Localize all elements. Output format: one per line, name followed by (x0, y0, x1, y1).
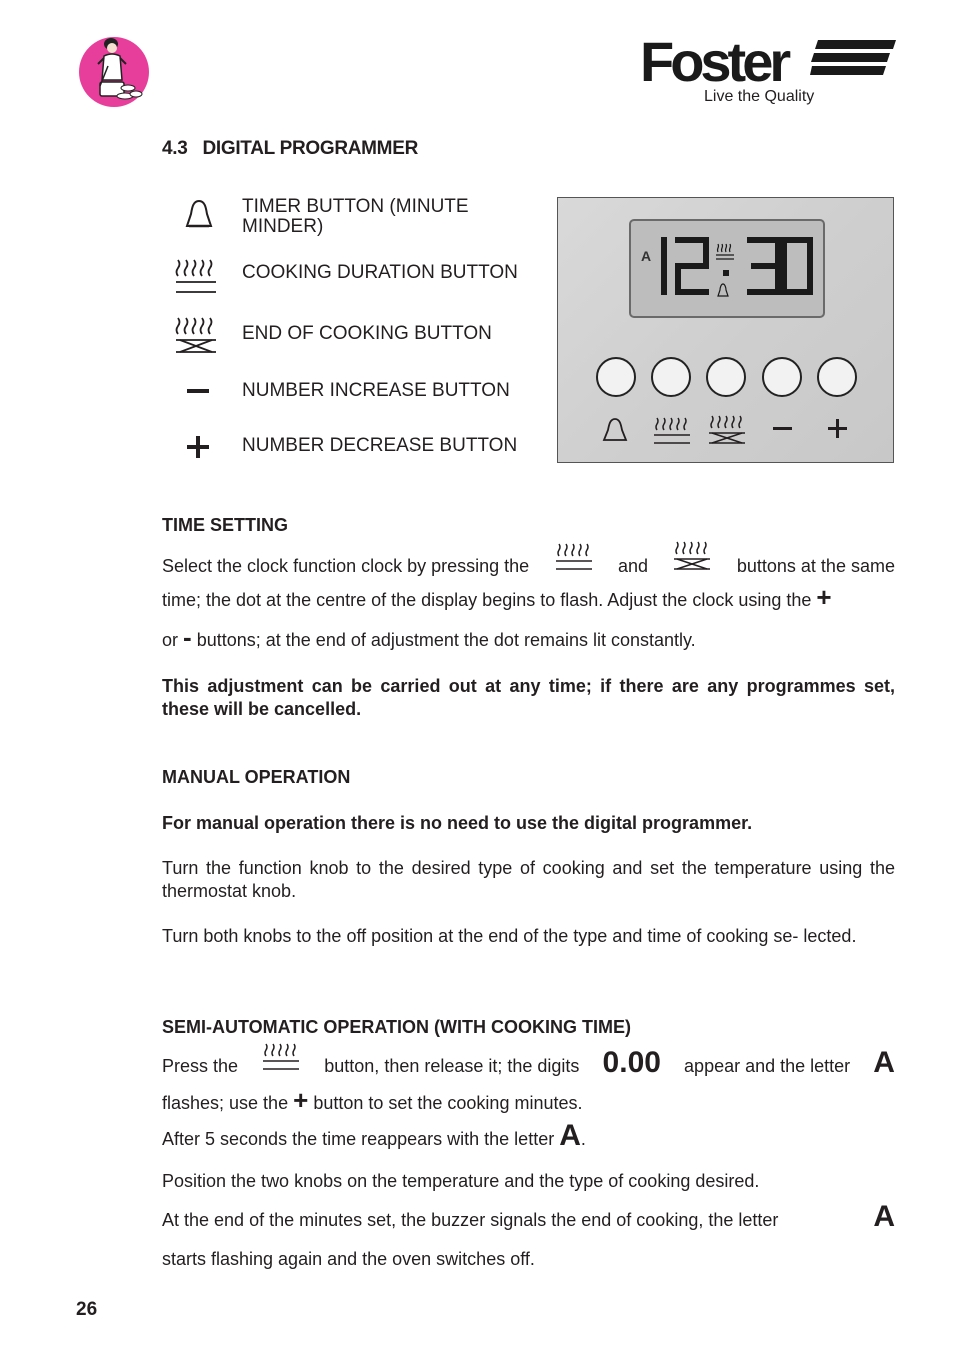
time-setting-line-2 (162, 582, 895, 612)
timer-knob[interactable] (596, 357, 636, 397)
legend-label-end-of-cooking: END OF COOKING BUTTON (242, 323, 492, 344)
panel-plus-icon (828, 419, 847, 443)
semi-line-2 (162, 1085, 895, 1115)
cooking-duration-icon (554, 536, 594, 578)
time-setting-line-1 (162, 540, 895, 578)
legend-label-increase: NUMBER INCREASE BUTTON (242, 380, 510, 401)
time-setting-note: This adjustment can be carried out at any time; if there are any programmes set, these will be cancelled. (162, 676, 895, 719)
time-setting-text-1c: buttons at the same (736, 556, 895, 576)
time-setting-text-1a: Select the clock function clock by pressing the (162, 556, 530, 576)
panel-cooking-duration-icon (651, 410, 693, 451)
semi-text-1b: button, then release it; the digits (324, 1056, 580, 1076)
bell-icon (183, 198, 215, 237)
plus-symbol: + (293, 1085, 309, 1115)
minus-icon (187, 389, 209, 393)
section-title: 4.3 DIGITAL PROGRAMMER (162, 138, 419, 159)
semi-text-5a: At the end of the minutes set, the buzzer signals the end of cooking, the letter (162, 1210, 779, 1230)
lcd-time (654, 232, 814, 307)
manual-paragraph-1: Turn the function knob to the desired type of cooking and set the temperature using the thermostat knob. (162, 858, 895, 901)
semi-text-3b: . (580, 1129, 586, 1149)
semi-heading: SEMI-AUTOMATIC OPERATION (WITH COOKING TIME) (162, 1017, 631, 1037)
semi-line-3 (162, 1119, 895, 1152)
panel-end-of-cooking-icon (706, 410, 748, 451)
manual-heading: MANUAL OPERATION (162, 767, 351, 787)
time-setting-text-2a: time; the dot at the centre of the display begins to flash. Adjust the clock using the (162, 590, 812, 610)
semi-letter-a: A (559, 1119, 581, 1152)
time-setting-text-1b: and (618, 556, 649, 576)
end-of-cooking-knob[interactable] (706, 357, 746, 397)
manual-paragraph-2: Turn both knobs to the off position at the end of the type and time of cooking se- lected. (162, 926, 857, 946)
brand-tagline: Live the Quality (704, 88, 815, 105)
cooking-duration-icon (261, 1036, 301, 1078)
end-of-cooking-icon (172, 312, 220, 361)
panel-minus-icon (773, 427, 792, 430)
plus-symbol: + (816, 582, 832, 612)
plus-knob[interactable] (817, 357, 857, 397)
semi-line-6: starts flashing again and the oven switches off. (162, 1249, 535, 1269)
minus-knob[interactable] (762, 357, 802, 397)
panel-bell-icon (601, 416, 629, 449)
time-setting-heading: TIME SETTING (162, 515, 288, 535)
semi-text-2a: flashes; use the (162, 1093, 289, 1113)
legend-label-decrease: NUMBER DECREASE BUTTON (242, 435, 518, 456)
semi-line-5 (162, 1198, 895, 1232)
time-setting-line-3 (162, 622, 895, 652)
semi-digits: 0.00 (602, 1046, 661, 1079)
semi-text-1a: Press the (162, 1056, 239, 1076)
time-setting-text-or: or (162, 630, 179, 650)
legend-label-timer: TIMER BUTTON (MINUTE MINDER) (242, 196, 469, 237)
semi-line-1 (162, 1040, 895, 1078)
time-setting-text-3b: buttons; at the end of adjustment the dot remains lit constantly. (196, 630, 696, 650)
lcd-letter: A (641, 248, 652, 264)
legend-label-cooking-duration: COOKING DURATION BUTTON (242, 262, 518, 283)
semi-letter-a: A (873, 1046, 895, 1079)
cooking-duration-knob[interactable] (651, 357, 691, 397)
end-of-cooking-icon (672, 536, 712, 578)
minus-symbol: - (183, 622, 192, 652)
brand-stripes-icon (810, 40, 896, 81)
brand-logo: Foster (640, 30, 788, 93)
semi-line-4: Position the two knobs on the temperature and the type of cooking desired. (162, 1171, 760, 1191)
page-number: 26 (76, 1299, 98, 1320)
manual-note: For manual operation there is no need to use the digital programmer. (162, 813, 753, 833)
semi-text-3a: After 5 seconds the time reappears with the letter (162, 1129, 555, 1149)
semi-letter-a: A (873, 1200, 895, 1233)
semi-text-2b: button to set the cooking minutes. (313, 1093, 583, 1113)
semi-text-1c: appear and the letter (684, 1056, 851, 1076)
cooking-duration-icon (172, 252, 220, 301)
plus-icon (187, 436, 209, 463)
chef-logo (78, 36, 150, 108)
